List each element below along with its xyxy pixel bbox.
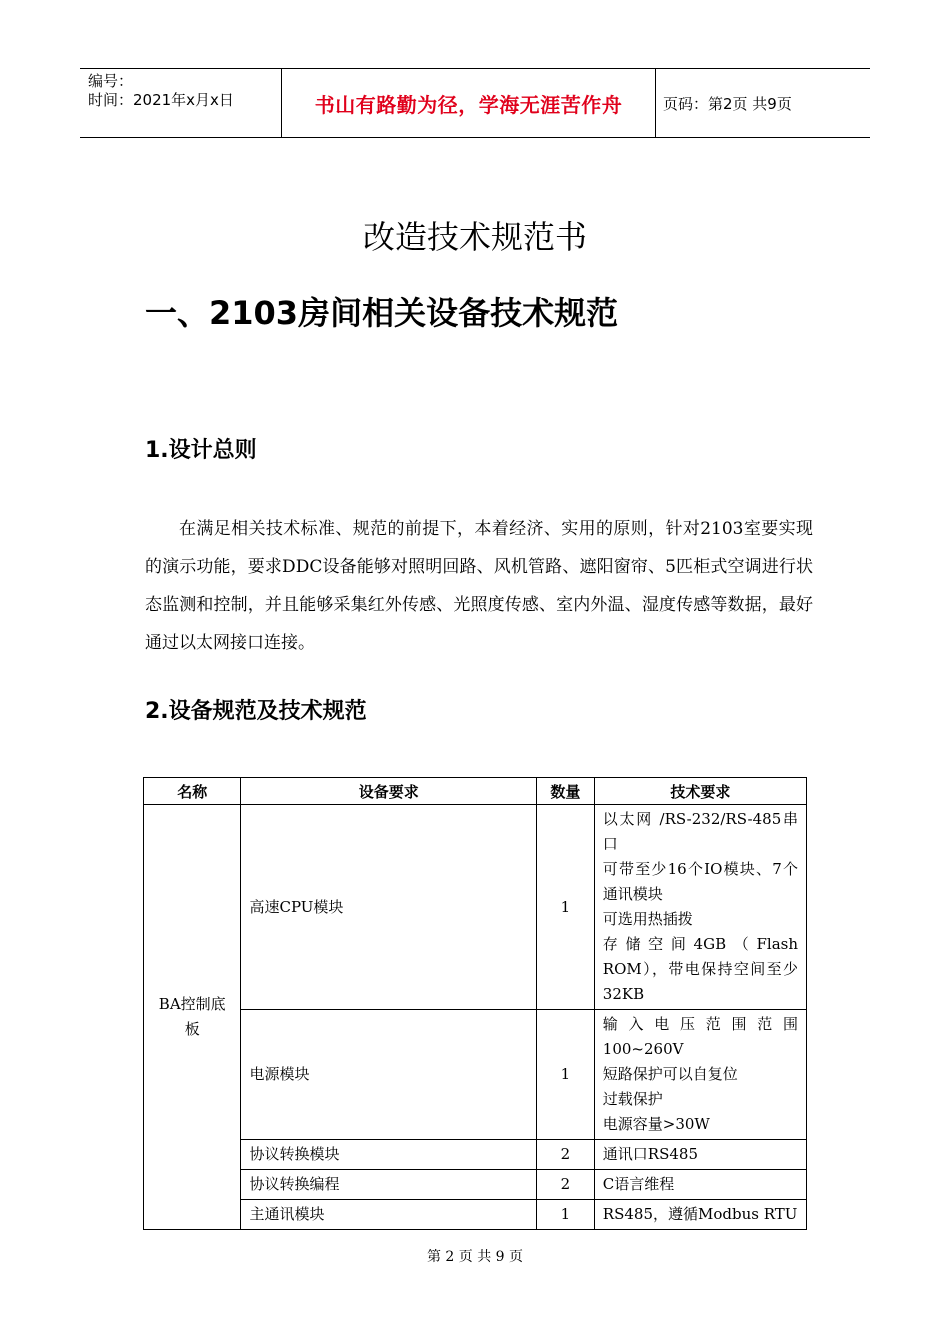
section-1-paragraph: 在满足相关技术标准、规范的前提下，本着经济、实用的原则，针对2103室要实现的演示功能，要求DDC设备能够对照明回路、风机管路、遮阳窗帘、5匹柜式空调进行状态监测和控制，并且能够采集红外传感、光照度传感、室内外温、湿度传感等数据，最好通过以太网接口连接。: [145, 519, 813, 653]
quantity-cell: 2: [536, 1170, 594, 1200]
column-header-name: 名称: [144, 778, 241, 805]
tech-cell: [594, 1140, 806, 1170]
tech-line: 通讯口RS485: [602, 1145, 698, 1163]
page-header: [80, 68, 870, 138]
column-header-tech: 技术要求: [594, 778, 806, 805]
quantity-cell: 1: [536, 1010, 594, 1140]
document-title: 改造技术规范书: [362, 218, 587, 256]
table-row: [144, 1010, 807, 1140]
header-page-cell: [655, 69, 870, 137]
header-motto-cell: [281, 69, 656, 137]
tech-line: 输入电压范围范围100~260V: [602, 1015, 798, 1058]
tech-cell: [594, 1170, 806, 1200]
tech-line: 存储空间4GB（Flash ROM），带电保持空间至少32KB: [602, 935, 798, 1003]
tech-line: 可带至少16个IO模块、7个通讯模块: [602, 860, 798, 903]
header-number-label: 编号：: [88, 72, 134, 90]
table-row: [144, 1170, 807, 1200]
header-time-label: 时间：2021年x月x日: [88, 91, 234, 109]
section-1-heading: 1.设计总则: [145, 438, 257, 463]
tech-cell: [594, 1200, 806, 1230]
group-name-cell: BA控制底板: [144, 805, 241, 1230]
requirement-cell: 协议转换模块: [241, 1140, 536, 1170]
header-motto: 书山有路勤为径，学海无涯苦作舟: [314, 92, 623, 117]
header-left-cell: [80, 69, 281, 137]
tech-line: RS485，遵循Modbus RTU: [602, 1205, 798, 1223]
table-header-row: [144, 778, 807, 805]
equipment-spec-table: [143, 777, 807, 1230]
tech-line: 以太网 /RS-232/RS-485串口: [602, 810, 798, 853]
table-row: [144, 805, 807, 1010]
requirement-cell: 高速CPU模块: [241, 805, 536, 1010]
requirement-cell: 电源模块: [241, 1010, 536, 1140]
table-row: [144, 1140, 807, 1170]
tech-line: 短路保护可以自复位: [602, 1065, 738, 1083]
header-page-label: 页码：第2页 共9页: [663, 94, 792, 113]
tech-line: 过载保护: [602, 1090, 663, 1108]
tech-line: 电源容量>30W: [602, 1115, 710, 1133]
requirement-cell: 主通讯模块: [241, 1200, 536, 1230]
column-header-quantity: 数量: [536, 778, 594, 805]
section-2-heading: 2.设备规范及技术规范: [145, 699, 367, 724]
quantity-cell: 1: [536, 805, 594, 1010]
heading-level-1: 一、2103房间相关设备技术规范: [145, 294, 619, 332]
quantity-cell: 2: [536, 1140, 594, 1170]
tech-cell: [594, 805, 806, 1010]
tech-cell: [594, 1010, 806, 1140]
tech-line: C语言维程: [602, 1175, 675, 1193]
table-row: [144, 1200, 807, 1230]
requirement-cell: 协议转换编程: [241, 1170, 536, 1200]
page-footer: 第 2 页 共 9 页: [426, 1249, 524, 1265]
tech-line: 可选用热插拨: [602, 910, 693, 928]
column-header-requirement: 设备要求: [241, 778, 536, 805]
quantity-cell: 1: [536, 1200, 594, 1230]
